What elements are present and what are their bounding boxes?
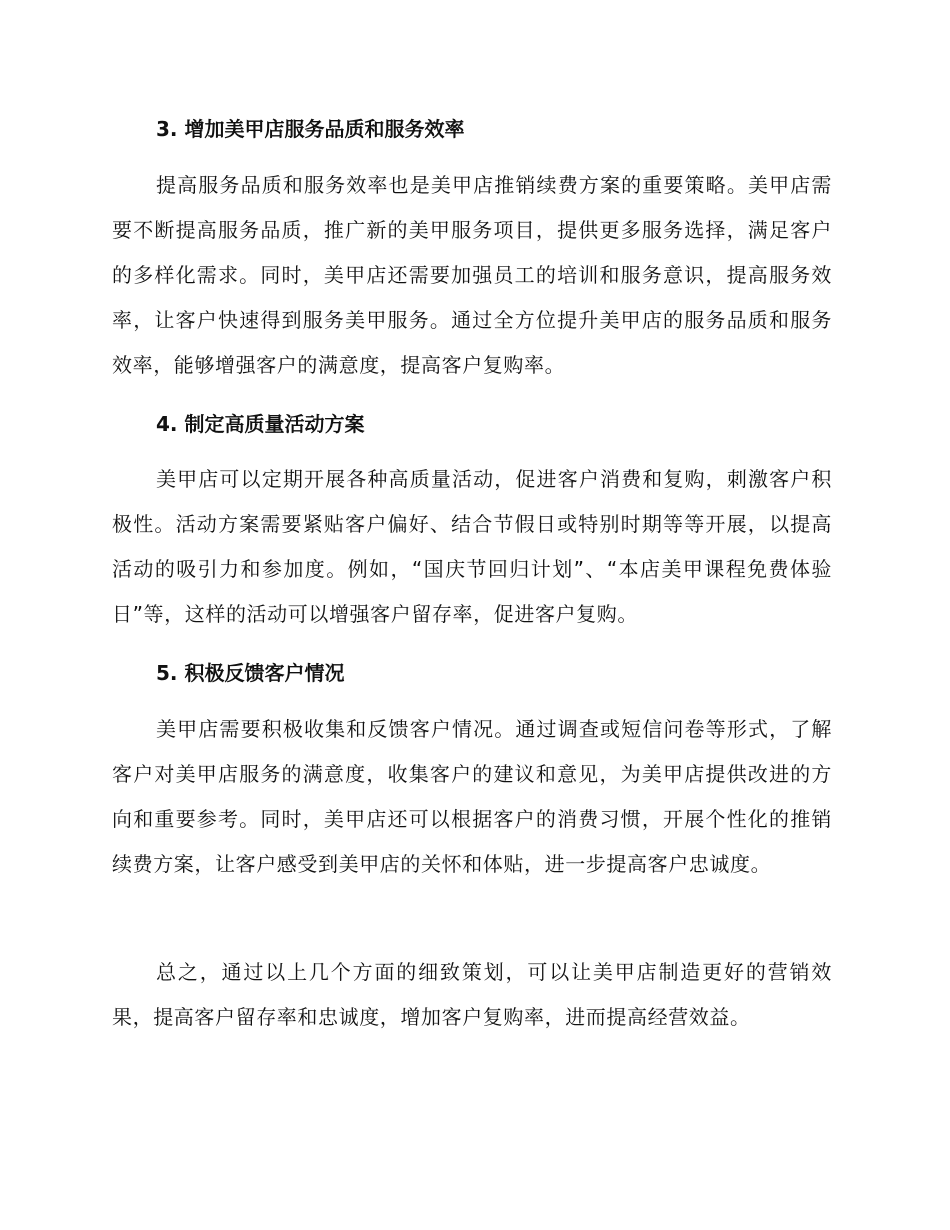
- section-paragraph-5: 美甲店需要积极收集和反馈客户情况。通过调查或短信问卷等形式，了解客户对美甲店服务的满意度，收集客户的建议和意见，为美甲店提供改进的方向和重要参考。同时，美甲店还可以根据客户的消费习惯，开展个性化的推销续费方案，让客户感受到美甲店的关怀和体贴，进一步提高客户忠诚度。: [112, 717, 832, 876]
- conclusion-paragraph: 总之，通过以上几个方面的细致策划，可以让美甲店制造更好的营销效果，提高客户留存率和忠诚度，增加客户复购率，进而提高经营效益。: [112, 960, 832, 1029]
- section-paragraph-3: 提高服务品质和服务效率也是美甲店推销续费方案的重要策略。美甲店需要不断提高服务品质，推广新的美甲服务项目，提供更多服务选择，满足客户的多样化需求。同时，美甲店还需要加强员工的培训和服务意识，提高服务效率，让客户快速得到服务美甲服务。通过全方位提升美甲店的服务品质和服务效率，能够增强客户的满意度，提高客户复购率。: [112, 173, 832, 377]
- section-heading-4: 4. 制定高质量活动方案: [156, 412, 365, 436]
- section-heading-5: 5. 积极反馈客户情况: [156, 661, 345, 685]
- section-paragraph-4: 美甲店可以定期开展各种高质量活动，促进客户消费和复购，刺激客户积极性。活动方案需要紧贴客户偏好、结合节假日或特别时期等等开展，以提高活动的吸引力和参加度。例如，“国庆节回归计划”、“本店美甲课程免费体验日”等，这样的活动可以增强客户留存率，促进客户复购。: [112, 467, 832, 626]
- section-heading-3: 3. 增加美甲店服务品质和服务效率: [156, 117, 465, 141]
